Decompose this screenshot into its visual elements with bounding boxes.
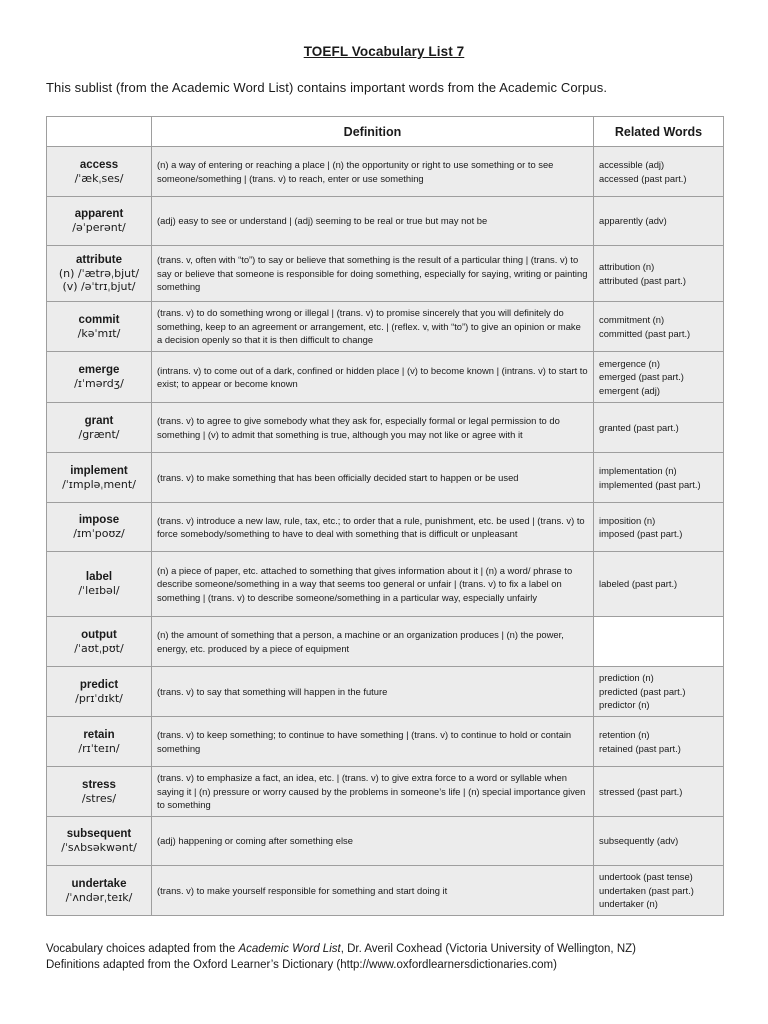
related-words-cell xyxy=(594,552,724,617)
related-words-cell xyxy=(594,717,724,767)
word-cell xyxy=(47,197,152,246)
definition-cell: (adj) easy to see or understand | (adj) seeming to be real or true but may not be xyxy=(152,197,594,246)
word-cell xyxy=(47,552,152,617)
related-word: undertook (past tense) xyxy=(599,871,693,883)
related-word: imposed (past part.) xyxy=(599,528,683,539)
table-row xyxy=(47,552,724,617)
pronunciation: /ˈɪmpləˌment/ xyxy=(62,477,136,491)
definition-cell: (trans. v, often with “to”) to say or believe that something is the result of a particular thing | (trans. v) to say or believe that someone is responsible for doing something, especially for saying, writing or painting something xyxy=(152,246,594,302)
footer-source-title: Academic Word List xyxy=(238,943,341,955)
related-word: undertaker (n) xyxy=(599,898,658,910)
related-words-cell xyxy=(594,453,724,503)
pronunciation: /ˈækˌses/ xyxy=(74,171,124,185)
word-cell xyxy=(47,302,152,352)
related-word: imposition (n) xyxy=(599,514,656,526)
word-cell xyxy=(47,617,152,667)
vocab-word: undertake xyxy=(71,877,127,890)
definition-cell: (trans. v) to make something that has been officially decided start to happen or be used xyxy=(152,453,594,503)
related-word: stressed (past part.) xyxy=(599,785,683,797)
word-cell xyxy=(47,503,152,552)
definition-cell: (trans. v) introduce a new law, rule, tax, etc.; to order that a rule, punishment, etc. be used | (trans. v) to force somebody/something to have to deal with something that is difficult or unpleasant xyxy=(152,503,594,552)
footer xyxy=(46,941,746,973)
related-words-cell xyxy=(594,352,724,403)
table-row xyxy=(47,403,724,453)
related-word: granted (past part.) xyxy=(599,421,679,433)
related-word: apparently (adv) xyxy=(599,215,667,227)
related-word: labeled (past part.) xyxy=(599,578,678,590)
word-cell xyxy=(47,717,152,767)
vocab-word: stress xyxy=(82,778,116,791)
table-row xyxy=(47,352,724,403)
vocab-word: subsequent xyxy=(66,828,132,840)
definition-cell: (intrans. v) to come out of a dark, confined or hidden place | (v) to become known | (intrans. v) to start to exist; to appear or become known xyxy=(152,352,594,403)
definition-cell: (trans. v) to agree to give somebody what they ask for, especially formal or legal permission to do something | (v) to admit that something is true, although you may not like or agree with it xyxy=(152,403,594,453)
table-row xyxy=(47,147,724,197)
related-word: retention (n) xyxy=(599,729,650,741)
pronunciation: /ˈaʊtˌpʊt/ xyxy=(74,641,124,655)
pronunciation: /kəˈmɪt/ xyxy=(77,326,121,340)
pronunciation: /ɪˈmərdʒ/ xyxy=(74,377,124,390)
related-words-cell xyxy=(594,866,724,916)
related-word: undertaken (past part.) xyxy=(599,884,694,896)
vocab-word: label xyxy=(85,571,113,583)
related-words-cell xyxy=(594,617,724,667)
footer-source-suffix: , Dr. Averil Coxhead (Victoria University of Wellington, NZ) xyxy=(340,943,636,955)
related-words-cell xyxy=(594,503,724,552)
table-row xyxy=(47,866,724,916)
intro-text: This sublist (from the Academic Word List) contains important words from the Academic Corpus. xyxy=(46,80,608,95)
word-cell xyxy=(47,817,152,866)
table-row xyxy=(47,453,724,503)
pronunciation: /stres/ xyxy=(81,791,117,805)
related-word: prediction (n) xyxy=(599,672,654,684)
pronunciation: (v) /əˈtrɪˌbjut/ xyxy=(62,280,136,293)
related-word: implemented (past part.) xyxy=(599,478,701,490)
pronunciation: /ˈleɪbəl/ xyxy=(78,584,120,597)
related-word: implementation (n) xyxy=(599,465,677,477)
related-words-cell xyxy=(594,147,724,197)
word-cell xyxy=(47,147,152,197)
definition-cell: (trans. v) to keep something; to continue to have something | (trans. v) to continue to hold or contain something xyxy=(152,717,594,767)
related-words-cell xyxy=(594,197,724,246)
pronunciation: /əˈperənt/ xyxy=(72,221,126,234)
pronunciation: /ɪmˈpoʊz/ xyxy=(73,527,125,540)
word-cell xyxy=(47,453,152,503)
definition-cell: (adj) happening or coming after something else xyxy=(152,817,594,866)
pronunciation: /ˈsʌbsəkwənt/ xyxy=(61,841,137,854)
vocab-word: implement xyxy=(70,464,128,477)
related-word: emergence (n) xyxy=(599,357,660,369)
related-word: emergent (adj) xyxy=(599,384,660,396)
vocab-word: predict xyxy=(79,678,119,691)
related-word: attributed (past part.) xyxy=(599,274,687,286)
word-cell xyxy=(47,352,152,403)
vocab-word: attribute xyxy=(76,254,122,266)
table-row xyxy=(47,246,724,302)
table-row xyxy=(47,767,724,817)
related-words-cell xyxy=(594,817,724,866)
definition-cell: (n) the amount of something that a person, a machine or an organization produces | (n) the power, energy, etc. produced by a piece of equipment xyxy=(152,617,594,667)
definition-cell: (trans. v) to do something wrong or illegal | (trans. v) to promise sincerely that you will definitely do something, keep to an agreement or arrangement, etc. | (reflex. v, with “to”) to give an opinion or make a decision openly so that it is then difficult to change xyxy=(152,302,594,352)
vocab-word: output xyxy=(81,628,117,641)
related-words-cell xyxy=(594,403,724,453)
page-title: TOEFL Vocabulary List 7 xyxy=(303,44,465,59)
header-word xyxy=(47,117,152,147)
related-word: predicted (past part.) xyxy=(599,685,686,697)
table-header-row xyxy=(47,117,724,147)
footer-source-line xyxy=(46,941,746,957)
header-related-words: Related Words xyxy=(594,117,724,147)
word-cell xyxy=(47,246,152,302)
related-words-cell xyxy=(594,302,724,352)
related-words-cell xyxy=(594,667,724,717)
header-definition: Definition xyxy=(152,117,594,147)
vocab-word: apparent xyxy=(74,208,124,220)
related-word: predictor (n) xyxy=(599,699,650,711)
vocab-word: retain xyxy=(83,728,115,741)
table-row xyxy=(47,302,724,352)
table-row xyxy=(47,617,724,667)
footer-definitions-line: Definitions adapted from the Oxford Learner’s Dictionary (http://www.oxfordlearnersdictionaries.com) xyxy=(46,959,557,971)
related-word: accessible (adj) xyxy=(599,159,665,171)
related-word: commitment (n) xyxy=(599,314,665,326)
pronunciation: /ˈʌndərˌteɪk/ xyxy=(65,890,133,904)
table-row xyxy=(47,717,724,767)
definition-cell: (n) a way of entering or reaching a place | (n) the opportunity or right to use something or to see someone/something | (trans. v) to reach, enter or use something xyxy=(152,147,594,197)
vocab-word: emerge xyxy=(78,364,120,376)
word-cell xyxy=(47,403,152,453)
related-word: retained (past part.) xyxy=(599,742,681,754)
related-word: accessed (past part.) xyxy=(599,172,687,184)
table-row xyxy=(47,503,724,552)
related-word: committed (past part.) xyxy=(599,327,691,339)
pronunciation: (n) /ˈætrəˌbjut/ xyxy=(58,267,140,280)
word-cell xyxy=(47,767,152,817)
table-row xyxy=(47,817,724,866)
word-cell xyxy=(47,667,152,717)
vocab-word: impose xyxy=(78,514,120,526)
definition-cell: (n) a piece of paper, etc. attached to something that gives information about it | (n) a word/ phrase to describe someone/something in a way that seems too general or unfair | (trans. v) to fix a label on something | (trans. v) to describe someone/something in a particular way, especially unfairly xyxy=(152,552,594,617)
table-row xyxy=(47,197,724,246)
related-words-cell xyxy=(594,767,724,817)
related-words-cell xyxy=(594,246,724,302)
vocab-word: access xyxy=(79,158,119,171)
related-word: emerged (past part.) xyxy=(599,371,684,383)
pronunciation: /grænt/ xyxy=(78,427,120,441)
pronunciation: /prɪˈdɪkt/ xyxy=(75,691,123,705)
pronunciation: /rɪˈteɪn/ xyxy=(78,741,120,755)
vocab-word: commit xyxy=(78,313,120,326)
definition-cell: (trans. v) to emphasize a fact, an idea, etc. | (trans. v) to give extra force to a word or syllable when saying it | (n) pressure or worry caused by the problems in someone’s life | (n) special importance given to something xyxy=(152,767,594,817)
vocabulary-table xyxy=(46,116,724,916)
footer-source-prefix: Vocabulary choices adapted from the xyxy=(46,943,239,955)
related-word: attribution (n) xyxy=(599,261,655,273)
related-word: subsequently (adv) xyxy=(599,835,679,847)
table-row xyxy=(47,667,724,717)
word-cell xyxy=(47,866,152,916)
definition-cell: (trans. v) to say that something will happen in the future xyxy=(152,667,594,717)
vocab-word: grant xyxy=(84,414,114,427)
definition-cell: (trans. v) to make yourself responsible for something and start doing it xyxy=(152,866,594,916)
